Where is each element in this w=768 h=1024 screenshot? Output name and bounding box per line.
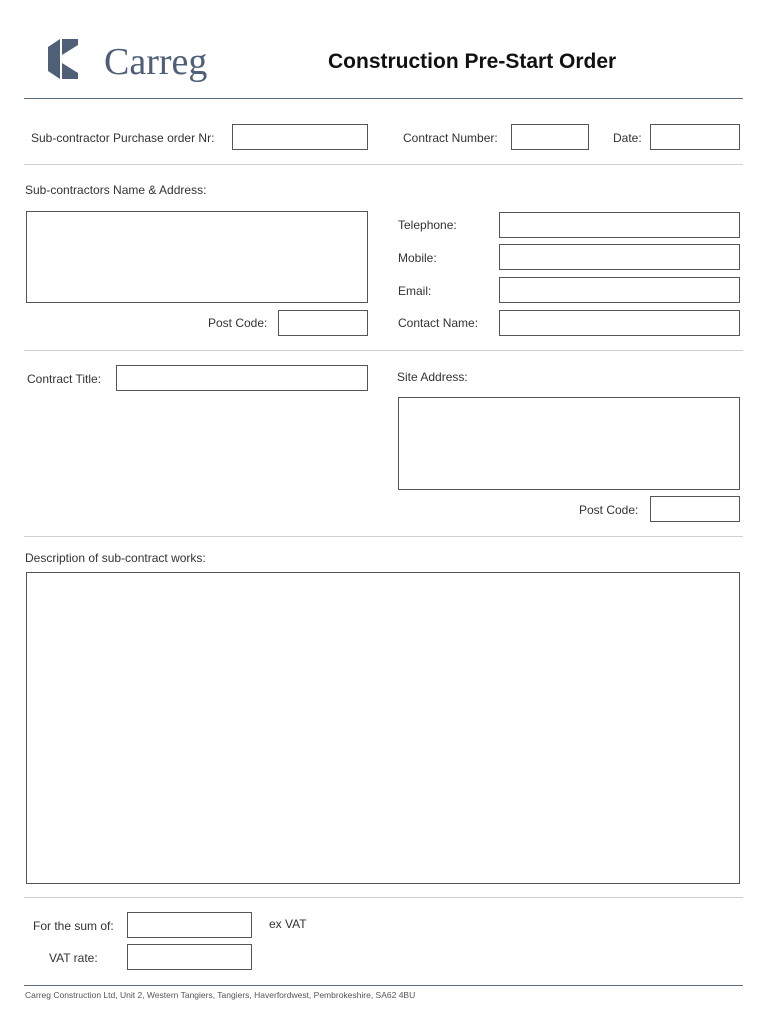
site-post-code-field[interactable] xyxy=(650,496,740,522)
contract-title-field[interactable] xyxy=(116,365,368,391)
section-divider xyxy=(24,350,743,351)
description-field[interactable] xyxy=(26,572,740,884)
contact-name-field[interactable] xyxy=(499,310,740,336)
section-divider xyxy=(24,536,743,537)
mobile-field[interactable] xyxy=(499,244,740,270)
sum-field[interactable] xyxy=(127,912,252,938)
contact-name-label: Contact Name: xyxy=(398,316,479,330)
section-divider xyxy=(24,164,743,165)
email-label: Email: xyxy=(398,284,432,298)
ex-vat-text: ex VAT xyxy=(269,917,307,931)
subcontractor-name-address-label: Sub-contractors Name & Address: xyxy=(25,183,207,197)
footer-divider xyxy=(24,985,743,986)
contract-title-label: Contract Title: xyxy=(27,372,102,386)
subcontractor-post-code-field[interactable] xyxy=(278,310,368,336)
date-field[interactable] xyxy=(650,124,740,150)
description-label: Description of sub-contract works: xyxy=(25,551,206,565)
subcontractor-post-code-label: Post Code: xyxy=(208,316,268,330)
carreg-c-logo-icon xyxy=(48,39,80,79)
vat-rate-label: VAT rate: xyxy=(49,951,98,965)
site-address-label: Site Address: xyxy=(397,370,468,384)
page-title: Construction Pre-Start Order xyxy=(328,50,617,73)
header-divider xyxy=(24,98,743,99)
sum-label: For the sum of: xyxy=(33,919,114,933)
telephone-label: Telephone: xyxy=(398,218,457,232)
date-label: Date: xyxy=(613,131,642,145)
po-number-label: Sub-contractor Purchase order Nr: xyxy=(31,131,215,145)
email-field[interactable] xyxy=(499,277,740,303)
footer-address: Carreg Construction Ltd, Unit 2, Western Tangiers, Tangiers, Haverfordwest, Pembrokeshire, SA62 4BU xyxy=(25,990,416,1000)
company-logo xyxy=(24,22,234,96)
contract-number-label: Contract Number: xyxy=(403,131,498,145)
subcontractor-name-address-field[interactable] xyxy=(26,211,368,303)
mobile-label: Mobile: xyxy=(398,251,437,265)
brand-name: Carreg xyxy=(104,41,208,83)
site-address-field[interactable] xyxy=(398,397,740,490)
contract-number-field[interactable] xyxy=(511,124,589,150)
site-post-code-label: Post Code: xyxy=(579,503,639,517)
vat-rate-field[interactable] xyxy=(127,944,252,970)
telephone-field[interactable] xyxy=(499,212,740,238)
po-number-field[interactable] xyxy=(232,124,368,150)
section-divider xyxy=(24,897,743,898)
